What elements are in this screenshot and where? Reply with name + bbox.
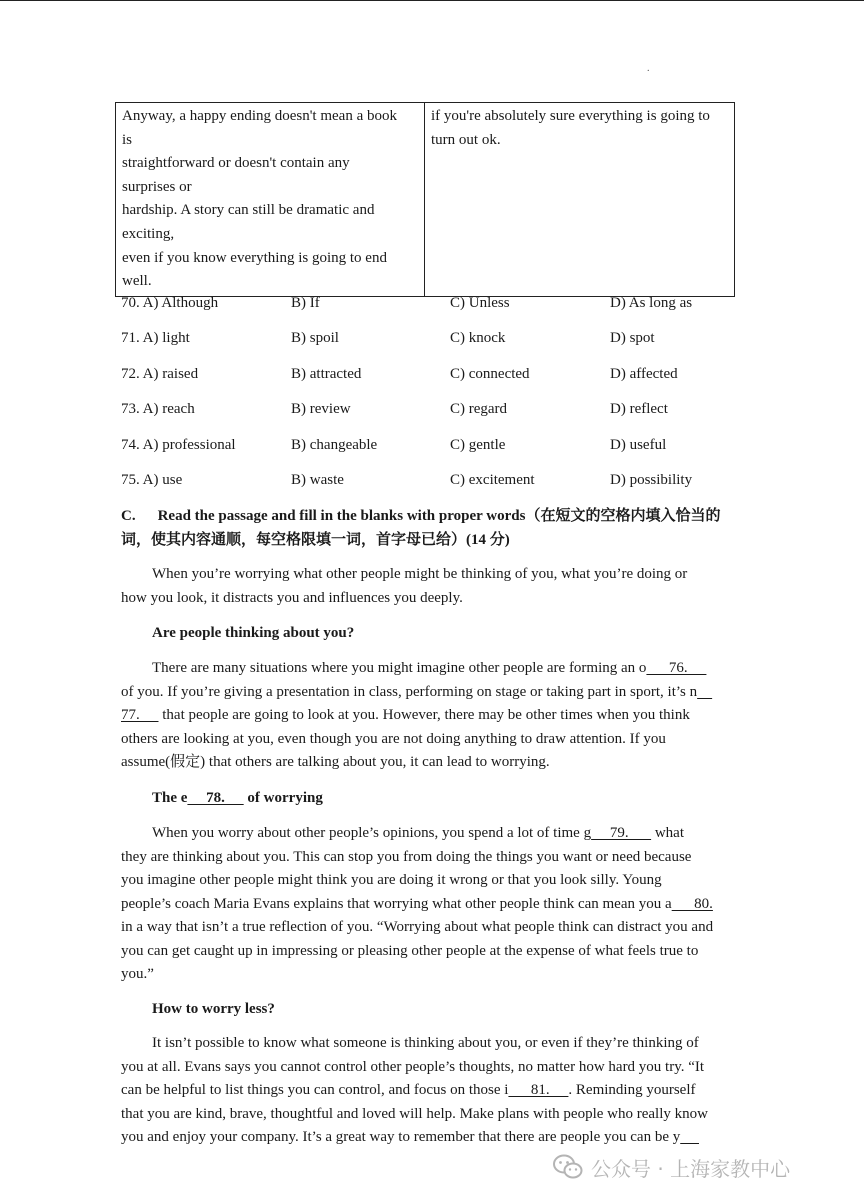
wechat-icon: [553, 1154, 583, 1180]
option-70-d: D) As long as: [610, 295, 693, 311]
table-left-line: hardship. A story can still be dramatic and: [122, 202, 375, 219]
section-label: C.: [121, 508, 136, 524]
subheading-effects-of-worrying: [152, 788, 323, 808]
table-left-line: is: [122, 131, 133, 148]
table-left-line: straightforward or doesn't contain any: [122, 155, 350, 172]
text-line: you.”: [121, 966, 154, 982]
option-72-c: C) connected: [450, 366, 530, 382]
text-line: you can get caught up in impressing or pleasing other people at the expense of what feels true to: [121, 942, 699, 959]
option-75-a: 75. A) use: [121, 472, 183, 488]
passage-table: [115, 102, 735, 297]
option-74-d: D) useful: [610, 437, 667, 453]
text-segment: . Reminding yourself: [568, 1082, 696, 1098]
section-c-heading: [121, 505, 751, 552]
text-line: that you are kind, brave, thoughtful and loved will help. Make plans with people who really know: [121, 1105, 708, 1122]
text-line: how you look, it distracts you and influences you deeply.: [121, 589, 463, 606]
blank-81[interactable]: 81.: [508, 1082, 569, 1098]
blank-78[interactable]: 78.: [187, 790, 244, 806]
option-71-b: B) spoil: [291, 330, 339, 346]
text-line: It isn’t possible to know what someone is thinking about you, or even if they’re thinking of: [152, 1035, 699, 1051]
text-segment: that people are going to look at you. However, there may be other times when you think: [158, 707, 690, 723]
blank-80[interactable]: 80.: [671, 895, 713, 912]
intro-paragraph: [121, 563, 751, 610]
paragraph-1: [121, 657, 751, 775]
option-72-d: D) affected: [610, 366, 678, 382]
blank-77-start[interactable]: [697, 684, 712, 700]
text-segment: what: [651, 825, 685, 841]
section-c-instruction: Read the passage and fill in the blanks with proper words（在短文的空格内填入恰当的: [157, 508, 721, 524]
watermark-text: 公众号 · 上海家教中心: [591, 1156, 791, 1181]
option-73-c: C) regard: [450, 401, 508, 417]
table-left-line: even if you know everything is going to end: [122, 249, 387, 266]
option-73-a: 73. A) reach: [121, 401, 195, 417]
text-segment: of worrying: [243, 790, 323, 806]
text-line: others are looking at you, even though you are not doing anything to draw attention. If you: [121, 730, 666, 747]
watermark: [553, 1150, 790, 1184]
text-line: [121, 681, 751, 705]
text-segment: of you. If you’re giving a presentation in class, performing on stage or taking part in sport, it’s n: [121, 683, 698, 700]
blank-77[interactable]: 77.: [121, 707, 159, 723]
blank-82[interactable]: [680, 1129, 699, 1145]
text-segment: There are many situations where you might imagine other people are forming an o: [152, 660, 647, 676]
option-71-c: C) knock: [450, 330, 506, 346]
table-left-line: Anyway, a happy ending doesn't mean a book: [122, 108, 397, 124]
table-left-cell: [116, 103, 425, 297]
option-70-a: 70. A) Although: [121, 295, 219, 311]
section-c-heading-line1: [121, 505, 751, 529]
text-segment: When you worry about other people’s opinions, you spend a lot of time g: [152, 825, 592, 841]
text-line: they are thinking about you. This can stop you from doing the things you want or need because: [121, 848, 692, 865]
text-line: [121, 822, 751, 846]
option-72-a: 72. A) raised: [121, 366, 199, 382]
option-73-b: B) review: [291, 401, 351, 417]
option-74-b: B) changeable: [291, 437, 378, 453]
text-segment: The e: [152, 790, 188, 806]
subheading-how-to-worry-less: How to worry less?: [152, 1001, 275, 1017]
text-line: you at all. Evans says you cannot control other people’s thoughts, no matter how hard you try. “It: [121, 1058, 705, 1075]
option-71-d: D) spot: [610, 330, 655, 346]
section-c-heading-line2: 词，使其内容通顺，每空格限填一词，首字母已给）(14 分): [121, 531, 510, 548]
option-75-b: B) waste: [291, 472, 344, 488]
option-70-c: C) Unless: [450, 295, 510, 311]
text-line: [121, 1079, 751, 1103]
option-72-b: B) attracted: [291, 366, 362, 382]
text-line: assume(假定) that others are talking about you, it can lead to worrying.: [121, 754, 550, 770]
text-line: you imagine other people might think you are doing it wrong or that you look silly. Young: [121, 872, 662, 888]
table-right-cell: [425, 103, 735, 297]
option-70-b: B) If: [291, 295, 320, 311]
option-74-a: 74. A) professional: [121, 437, 236, 453]
text-line: When you’re worrying what other people might be thinking of you, what you’re doing or: [152, 566, 688, 582]
text-segment: you and enjoy your company. It’s a great way to remember that there are people you can be y: [121, 1129, 681, 1145]
top-border-line: [0, 0, 864, 1]
blank-76[interactable]: 76.: [646, 660, 707, 676]
option-75-d: D) possibility: [610, 472, 693, 488]
text-line: [121, 657, 751, 681]
table-left-line: well.: [122, 273, 152, 290]
table-right-line: turn out ok.: [431, 131, 501, 148]
paragraph-2: [121, 822, 751, 987]
text-line: [121, 893, 751, 917]
option-73-d: D) reflect: [610, 401, 668, 417]
option-71-a: 71. A) light: [121, 330, 190, 346]
subheading-are-people-thinking: Are people thinking about you?: [152, 625, 355, 641]
text-line: [121, 1126, 751, 1150]
text-line: [121, 704, 751, 728]
paragraph-3: [121, 1032, 751, 1150]
page-mark: .: [647, 63, 650, 74]
blank-79[interactable]: 79.: [591, 825, 652, 841]
table-right-line: if you're absolutely sure everything is going to: [431, 108, 710, 124]
text-segment: can be helpful to list things you can control, and focus on those i: [121, 1082, 509, 1098]
table-left-line: exciting,: [122, 225, 175, 242]
option-74-c: C) gentle: [450, 437, 506, 453]
option-75-c: C) excitement: [450, 472, 535, 488]
text-line: in a way that isn’t a true reflection of you. “Worrying about what people think can distract you and: [121, 919, 714, 935]
table-left-line: surprises or: [122, 178, 192, 195]
text-segment: people’s coach Maria Evans explains that worrying what other people think can mean you a: [121, 895, 672, 912]
